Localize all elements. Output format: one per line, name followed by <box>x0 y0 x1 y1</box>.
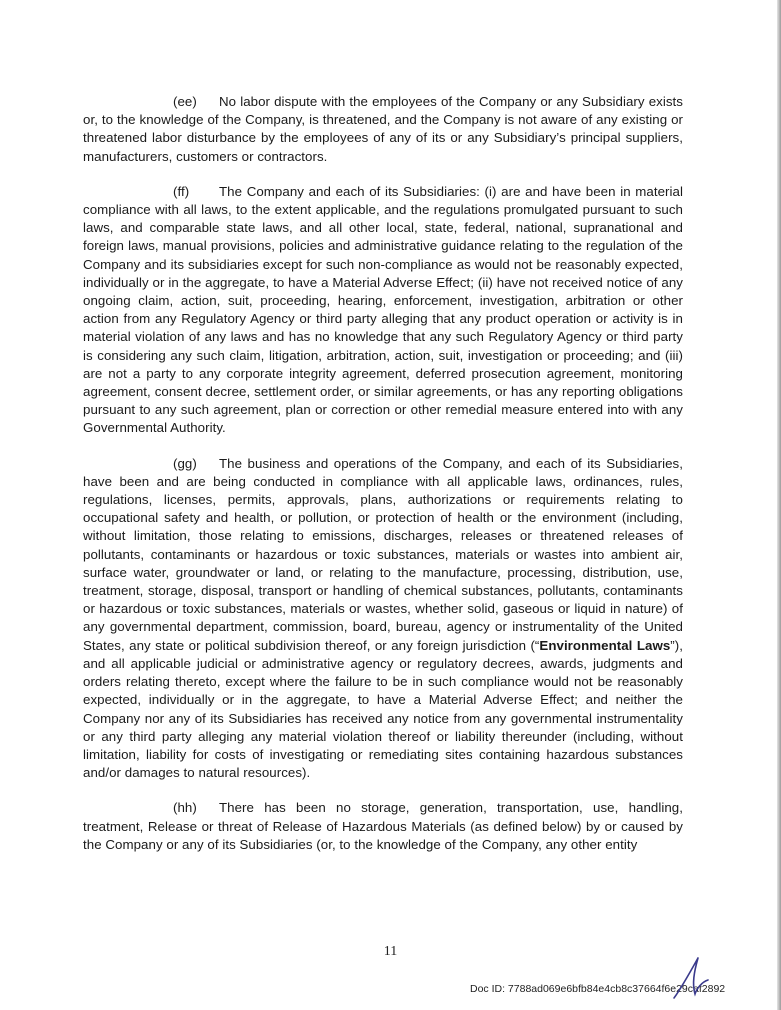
paragraph-number: (gg) <box>173 455 197 471</box>
paragraph-number: (hh) <box>173 800 197 816</box>
paragraph-number: (ee) <box>173 94 197 109</box>
paragraph-text-continued: ”), and all applicable judicial or administrative agency or regulatory decrees, awards, judgments and orders relating thereto, except where the failure to be in such compliance would not be reasonably expected, individually or in the aggregate, to have a Material Adverse Effect; and neither the Company nor any of its Subsidiaries has received any notice from any governmental instrumentality or any third party alleging any material violation thereof or liability thereunder (including, without limitation, liability for costs of investigating or remediating sites containing hazardous substances and/or damages to natural resources). <box>83 637 683 781</box>
page-number: 11 <box>383 944 398 959</box>
paragraph-text: There has been no storage, generation, transportation, use, handling, treatment, Release or threat of Release of Hazardous Materials (as defined below) by or caused by the Company or any of its Subsidiaries (or, to the knowledge of the Company, any other entity <box>83 800 683 852</box>
paragraph-text: No labor dispute with the employees of the Company or any Subsidiary exists or, to the knowledge of the Company, is threatened, and the Company is not aware of any existing or threatened labor disturbance by the employees of any of its or any Subsidiary’s principal suppliers, manufacturers, customers or contractors. <box>83 94 683 164</box>
paragraph-hh <box>83 799 683 854</box>
paragraph-gg <box>83 455 683 783</box>
signature-icon <box>668 952 712 1002</box>
document-body <box>83 93 683 871</box>
paragraph-number: (ff) <box>173 183 190 199</box>
paragraph-text: The Company and each of its Subsidiaries: (i) are and have been in material compliance with all laws, to the extent applicable, and the regulations promulgated pursuant to such laws, and comparable state laws, and all other local, state, federal, national, supranational and foreign laws, manual provisions, policies and administrative guidance relating to the regulation of the Company and its subsidiaries except for such non-compliance as would not be reasonably expected, individually or in the aggregate, to have a Material Adverse Effect; (ii) have not received notice of any ongoing claim, action, suit, proceeding, hearing, enforcement, investigation, arbitration or other action from any Regulatory Agency or third party alleging that any product operation or activity is in material violation of any laws and has no knowledge that any such Regulatory Agency or third party is considering any such claim, litigation, arbitration, action, suit, investigation or proceeding; and (iii) are not a party to any corporate integrity agreement, deferred prosecution agreement, monitoring agreement, consent decree, settlement order, or similar agreements, or has any reporting obligations pursuant to any such agreement, plan or correction or other remedial measure entered into with any Governmental Authority. <box>83 183 683 436</box>
paragraph-ee <box>83 93 683 166</box>
defined-term: Environmental Laws <box>539 637 671 653</box>
doc-id-footer: Doc ID: 7788ad069e6bfb84e4cb8c37664f6e29caf2892 <box>470 983 726 995</box>
paragraph-ff <box>83 183 683 438</box>
page-edge-shadow <box>777 0 781 1010</box>
paragraph-text: The business and operations of the Company, and each of its Subsidiaries, have been and are being conducted in compliance with all applicable laws, ordinances, rules, regulations, licenses, permits, approvals, plans, authorizations or requirements relating to occupational safety and health, or pollution, or protection of health or the environment (including, without limitation, those relating to emissions, discharges, releases or threatened releases of pollutants, contaminants or hazardous or toxic substances, materials or wastes into ambient air, surface water, groundwater or land, or relating to the manufacture, processing, distribution, use, treatment, storage, disposal, transport or handling of chemical substances, pollutants, contaminants or hazardous or toxic substances, materials or wastes, whether solid, gaseous or liquid in nature) of any governmental department, commission, board, bureau, agency or instrumentality of the United States, any state or political subdivision thereof, or any foreign jurisdiction (“ <box>83 455 683 653</box>
